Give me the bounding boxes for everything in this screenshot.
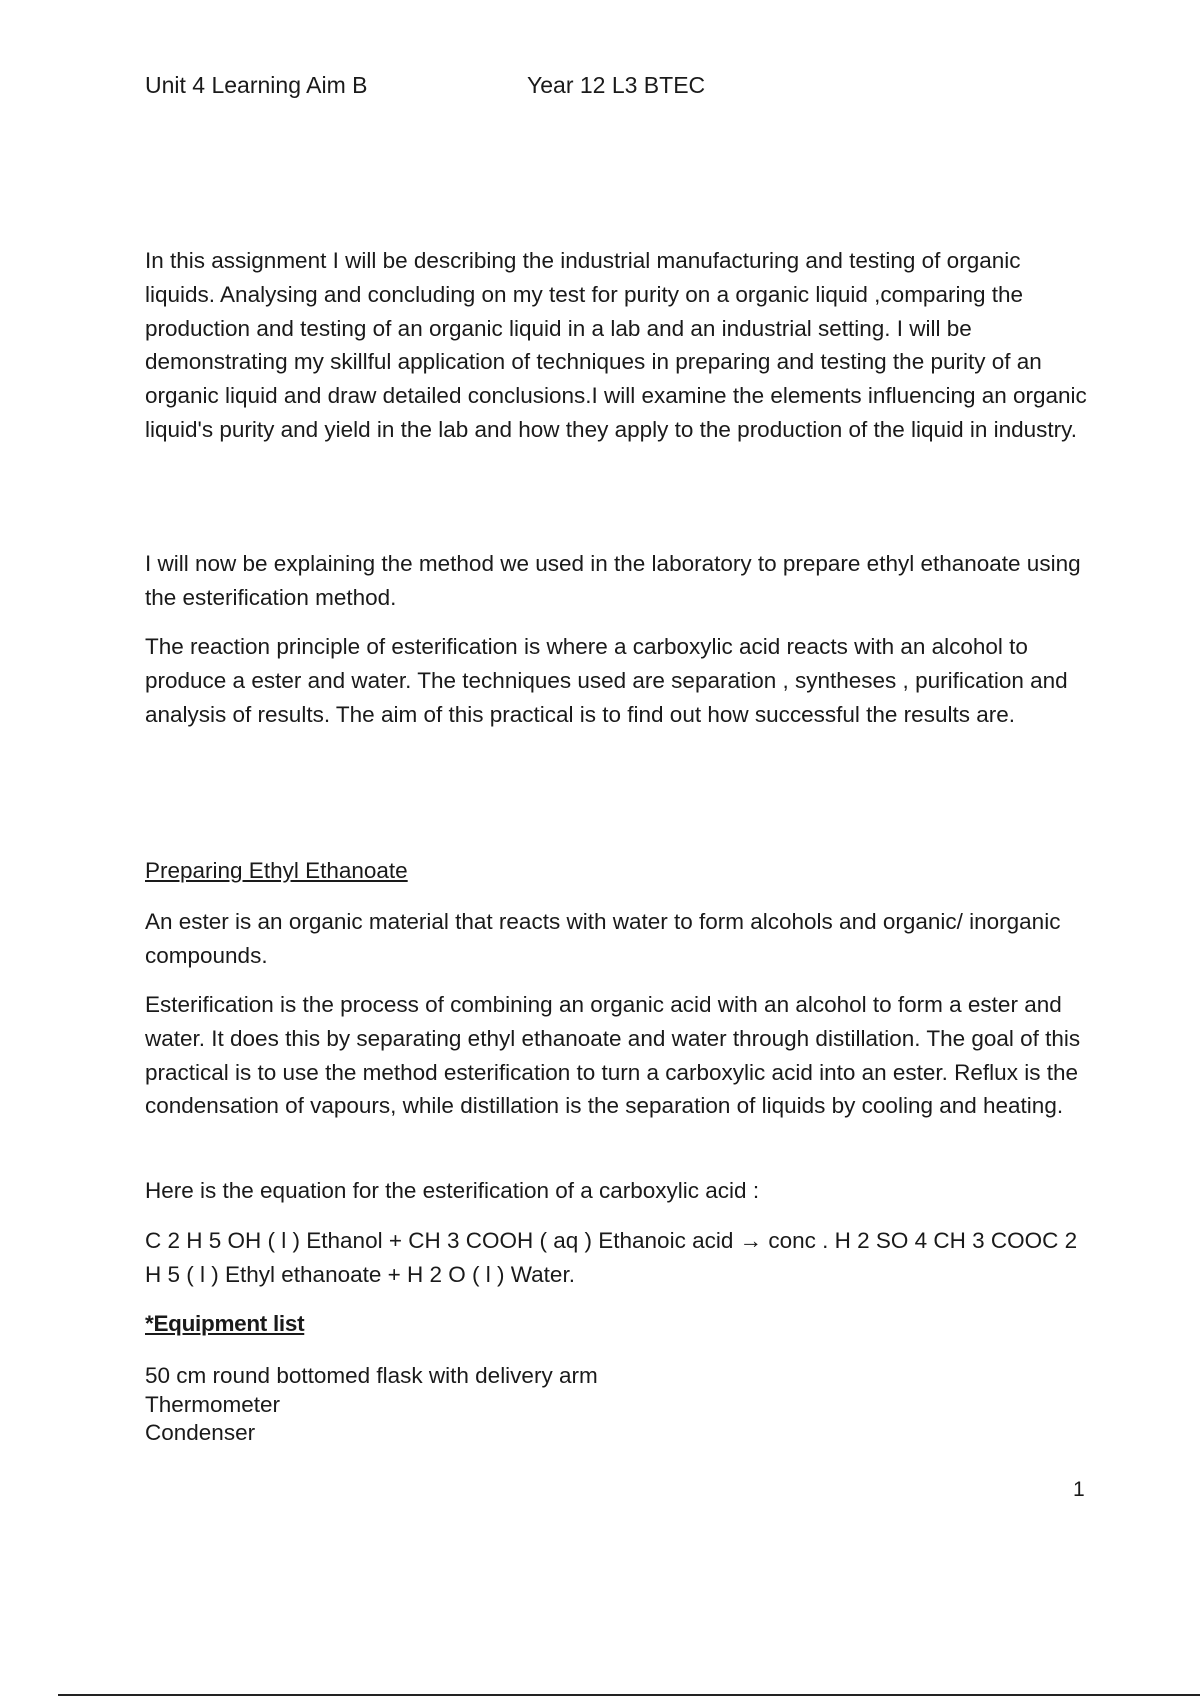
equation-intro: Here is the equation for the esterification of a carboxylic acid : — [145, 1178, 760, 1203]
header-year-course: Year 12 L3 BTEC — [527, 72, 706, 98]
principle-paragraph: The reaction principle of esterification is where a carboxylic acid reacts with an alcohol to produce a ester and water. The techniques used are separation , syntheses , purification and analysis of results. The aim of this practical is to find out how successful the results are. — [145, 634, 1068, 727]
equipment-list — [145, 1362, 598, 1448]
method-paragraph: I will now be explaining the method we used in the laboratory to prepare ethyl ethanoate using the esterification method. — [145, 551, 1081, 610]
ester-definition-paragraph: An ester is an organic material that reacts with water to form alcohols and organic/ inorganic compounds. — [145, 909, 1061, 968]
esterification-paragraph: Esterification is the process of combining an organic acid with an alcohol to form a ester and water. It does this by separating ethyl ethanoate and water through distillation. The goal of this practical is to use the method esterification to turn a carboxylic acid into an ester. Reflux is the condensation of vapours, while distillation is the separation of liquids by cooling and heating. — [145, 992, 1081, 1119]
equipment-item: Thermometer — [145, 1391, 281, 1417]
intro-paragraph: In this assignment I will be describing the industrial manufacturing and testing of organic liquids. Analysing and concluding on my test for purity on a organic liquid ,comparing the production and testing of an organic liquid in a lab and an industrial setting. I will be demonstrating my skillful application of techniques in preparing and testing the purity of an organic liquid and draw detailed conclusions.I will examine the elements influencing an organic liquid's purity and yield in the lab and how they apply to the production of the liquid in industry. — [145, 248, 1087, 442]
header-unit-title: Unit 4 Learning Aim B — [145, 72, 368, 98]
equipment-heading: *Equipment list — [145, 1311, 305, 1336]
page-bottom-divider — [58, 1694, 1200, 1696]
chemical-equation: C 2 H 5 OH ( l ) Ethanol + CH 3 COOH ( aq ) Ethanoic acid → conc . H 2 SO 4 CH 3 COOC 2 H 5 ( l ) Ethyl ethanoate + H 2 O ( l ) Water. — [145, 1228, 1078, 1287]
equipment-item: Condenser — [145, 1420, 256, 1445]
page-number: 1 — [1073, 1478, 1085, 1501]
section-heading-preparing: Preparing Ethyl Ethanoate — [145, 858, 408, 883]
equipment-item: 50 cm round bottomed flask with delivery arm — [145, 1363, 598, 1388]
